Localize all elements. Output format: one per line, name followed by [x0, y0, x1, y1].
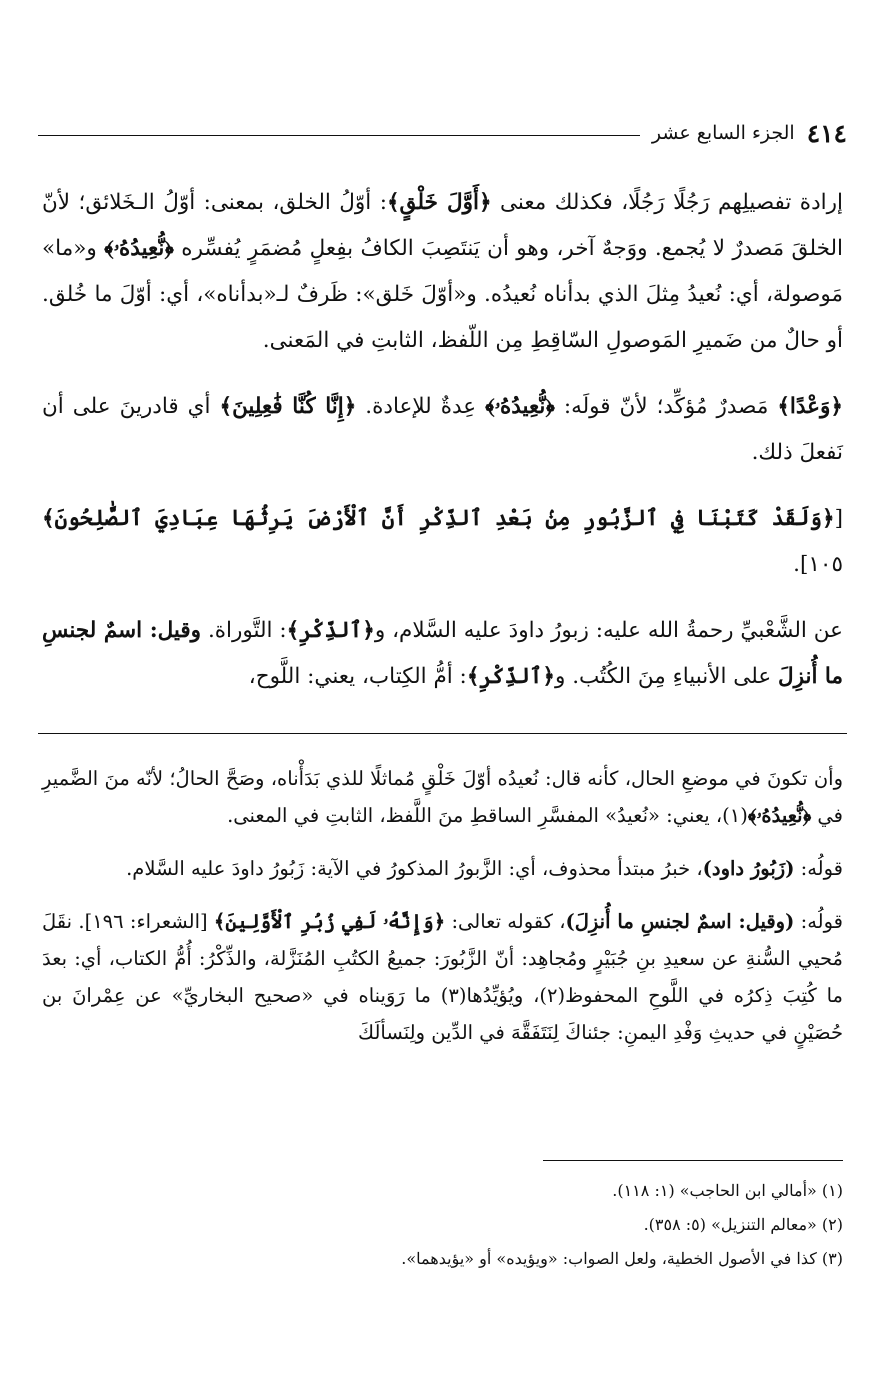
page-number: ٤١٤	[806, 118, 847, 148]
text-run: أي قادرينَ على أن نَفعلَ ذلك.	[42, 394, 843, 465]
text-run: إرادة تفصيلِهم رَجُلًا رَجُلًا، فكذلك معنى	[491, 190, 843, 215]
verse-number: ١٠٥].	[793, 552, 843, 577]
text-run: ، خبرُ مبتدأ محذوف، أي: الزَّبورُ المذكورُ في الآية: زَبُورُ داودَ عليه السَّلام.	[126, 857, 703, 880]
quran-quote: ﴿ٱلذِّكْرِ﴾	[286, 618, 375, 643]
text-run: (١)، يعني: «نُعيدُ» المفسَّرِ الساقطِ منَ اللَّفظ، الثابتِ في المعنى.	[227, 804, 748, 827]
footnotes	[42, 1176, 843, 1278]
running-head	[38, 113, 847, 153]
footnote: (١) «أمالي ابن الحاجب» (١: ١١٨).	[612, 1181, 843, 1200]
text-run: على الأنبياءِ مِنَ الكُتُب. و	[555, 664, 778, 689]
quran-verse: ﴿وَلَقَدْ كَتَبْنَا فِي ٱلزَّبُورِ مِنۢ بَعْدِ ٱلذِّكْرِ أَنَّ ٱلْأَرْضَ يَرِثُهَا عِبَادِيَ ٱلصَّٰلِحُونَ﴾	[42, 506, 835, 531]
verse-block	[42, 496, 843, 588]
quran-quote: ﴿إِنَّا كُنَّا فَٰعِلِينَ﴾	[219, 394, 357, 419]
bold-phrase: (وقيل: اسمٌ لجنسِ ما أُنزِلَ)	[565, 910, 795, 933]
text-run: [الشعراء: ١٩٦]. نقَلَ مُحيي السُّنةِ عن سعيدِ بنِ جُبَيْرٍ ومُجاهِد: أنّ الزَّبُورَ: جميعُ الكتُبِ المُنَزَّلة، والذِّكْرُ: أُمُّ الكتاب، أي: بعدَ ما كُتِبَ ذِكرُه في اللَّوحِ المحفوظ(٢)، ويُؤيِّدُها(٣) ما رَوَيناه في «صحيح البخاريِّ» عن عِمْرانَ بن حُصَيْنٍ في حديثِ وَفْدِ اليمنِ: جئناكَ لِنَتَفَقَّهَ في الدِّين ولِنَسألَكَ	[42, 910, 843, 1044]
text-run: : التَّوراة.	[201, 618, 287, 643]
text-run: و«ما» مَوصولة، أي: نُعيدُ مِثلَ الذي بدأناه نُعيدُه. و«أوّلَ خَلق»: ظَرفٌ لـ«بدأناه»، أي: أوّلَ ما خُلق. أو حالٌ من ضَميرِ المَوصولِ السّاقِطِ مِن اللّفظ، الثابتِ في المَعنى.	[42, 236, 843, 353]
text-run: قولُه:	[794, 857, 843, 880]
quran-quote: ﴿نُّعِيدُهُۥ﴾	[485, 394, 555, 419]
text-run: ، كقوله تعالى:	[445, 910, 566, 933]
main-paragraph	[42, 384, 843, 476]
quran-quote: ﴿وَعْدًا﴾	[777, 394, 843, 419]
quran-quote: ﴿أَوَّلَ خَلْقٍ﴾	[386, 190, 492, 215]
main-paragraph	[42, 608, 843, 700]
bold-phrase: (زَبُورُ داود)	[702, 857, 795, 880]
commentary-paragraph	[42, 760, 843, 834]
text-run: عن الشَّعْبيِّ رحمةُ الله عليه: زبورُ داودَ عليه السَّلام، و	[374, 618, 843, 643]
text-run: مَصدرٌ مُؤكِّد؛ لأنّ قولَه:	[554, 394, 778, 419]
commentary-text	[42, 760, 843, 1051]
quran-quote: ﴿نُّعِيدُهُۥ﴾	[104, 236, 174, 261]
text-run: : أوّلُ الخلق، بمعنى: أوّلُ الـخَلائق؛ لأنّ الخلقَ مَصدرٌ لا يُجمع. ووَجهٌ آخر، وهو أن يَنتَصِبَ الكافُ بفِعلٍ مُضمَرٍ يُفسِّره	[42, 190, 844, 261]
text-run: عِدةٌ للإعادة.	[356, 394, 486, 419]
commentary-paragraph	[42, 850, 843, 887]
text-run: [	[834, 506, 843, 531]
quran-quote: ﴿نُّعِيدُهُۥ﴾	[747, 804, 812, 827]
quran-quote: ﴿وَإِنَّهُۥ لَفِي زُبُرِ ٱلْأَوَّلِينَ﴾	[213, 910, 446, 933]
running-title: الجزء السابع عشر	[651, 122, 795, 144]
text-run: قولُه:	[794, 910, 843, 933]
main-paragraph	[42, 180, 843, 364]
commentary-divider	[38, 733, 847, 734]
footnote: (٣) كذا في الأصول الخطية، ولعل الصواب: «ويؤيده» أو «يؤيدهما».	[401, 1249, 843, 1268]
footnote-rule	[543, 1160, 843, 1161]
quran-quote: ﴿ٱلذِّكْرِ﴾	[466, 664, 555, 689]
footnote: (٢) «معالم التنزيل» (٥: ٣٥٨).	[643, 1215, 843, 1234]
text-run: : أمُّ الكِتاب، يعني: اللَّوح،	[248, 664, 467, 689]
commentary-paragraph	[42, 903, 843, 1051]
bold-phrase: وقيل: اسمٌ لجنسِ ما أُنزِلَ	[42, 618, 843, 689]
main-text	[42, 180, 843, 700]
text-run: وأن تكونَ في موضعِ الحال، كأنه قال: نُعيدُه أوّلَ خَلْقٍ مُماثلًا للذي بَدَأْناه، وصَحَّ الحالُ؛ لأنّه منَ الضَّميرِ في	[42, 767, 843, 827]
header-rule	[38, 135, 640, 136]
